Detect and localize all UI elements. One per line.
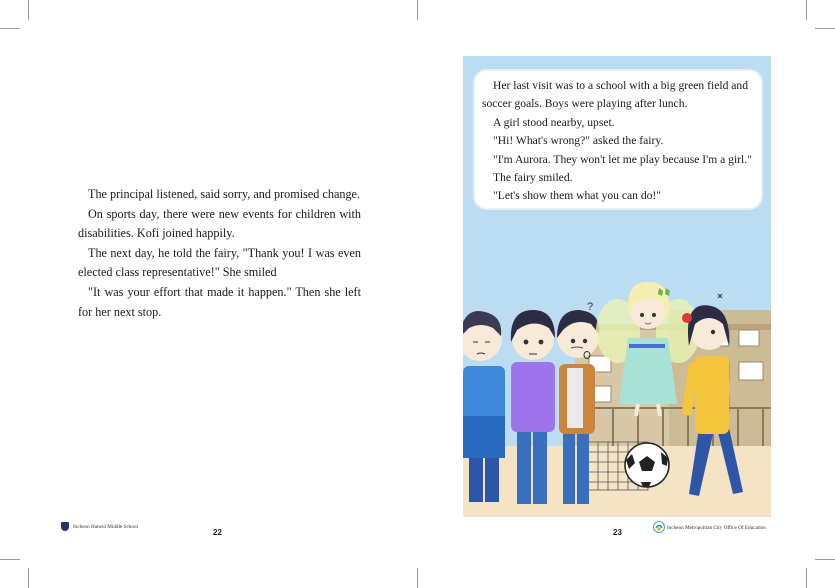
story-text: [482, 77, 762, 206]
story-line: Her last visit was to a school with a big green field and soccer goals. Boys were playing after lunch.: [482, 79, 749, 111]
soccer-ball-icon: [625, 443, 669, 487]
paragraph: On sports day, there were new events for children with disabilities. Kofi joined happily.: [78, 206, 361, 241]
story-line: A girl stood nearby, upset.: [493, 115, 615, 129]
paragraph: "It was your effort that made it happen." Then she left for her next stop.: [78, 284, 361, 319]
footer-office-name: Incheon Metropolitan City Office Of Education: [667, 525, 766, 531]
page-number-right: 23: [613, 528, 622, 537]
svg-text:?: ?: [587, 301, 594, 313]
paragraph: The principal listened, said sorry, and promised change.: [88, 187, 360, 201]
paragraph: The next day, he told the fairy, "Thank you! I was even elected class representative!" She smiled: [78, 245, 361, 280]
page-number-left: 22: [213, 528, 222, 537]
school-emblem-icon: [61, 522, 69, 531]
story-line: "I'm Aurora. They won't let me play because I'm a girl.": [493, 152, 752, 166]
story-line: "Let's show them what you can do!": [493, 189, 662, 203]
story-line: The fairy smiled.: [493, 171, 573, 185]
story-line: "Hi! What's wrong?" asked the fairy.: [493, 134, 664, 148]
footer-school-name: Incheon Haneul Middle School: [73, 524, 138, 530]
education-office-logo-icon: [653, 521, 665, 533]
left-page-body: [78, 185, 361, 322]
